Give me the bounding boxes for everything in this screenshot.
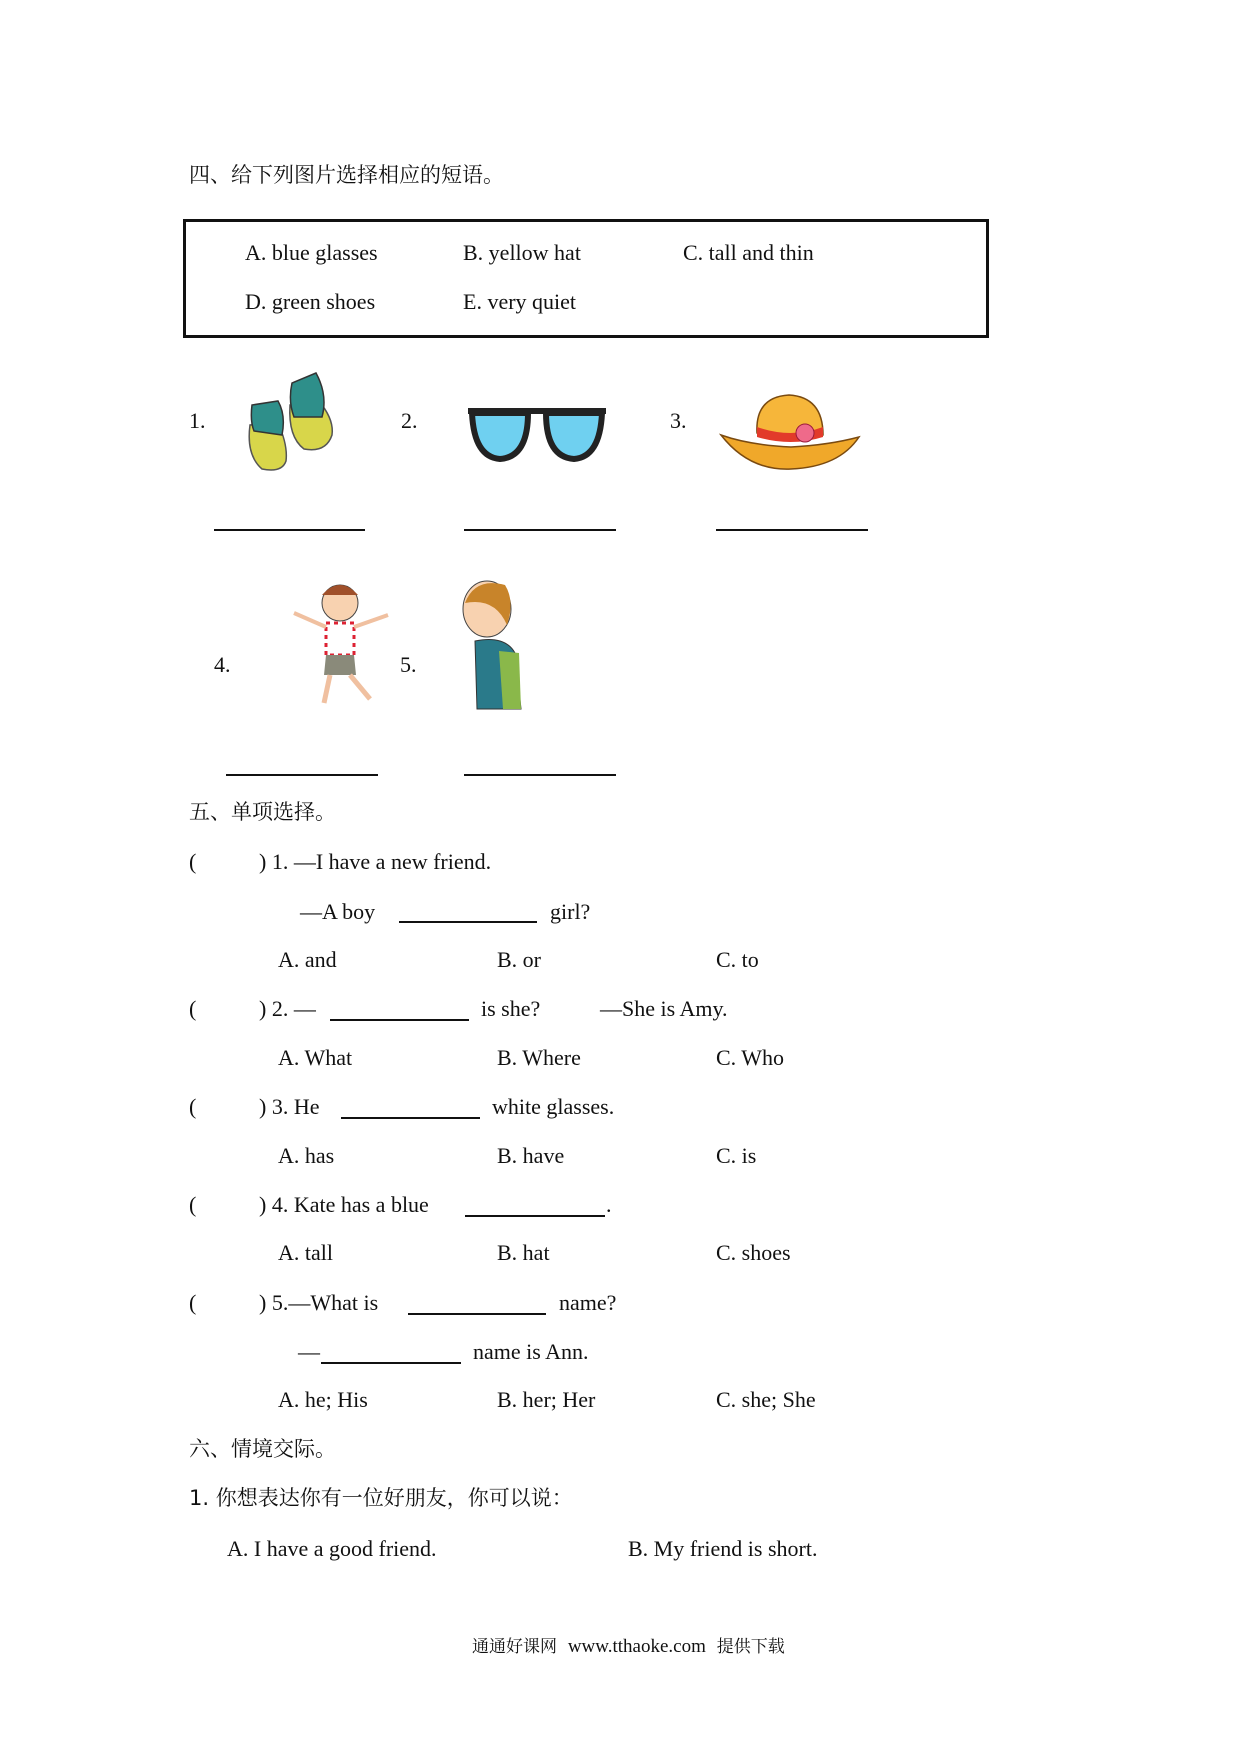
choice: B. her; Her — [497, 1387, 596, 1412]
choice: C. to — [716, 947, 759, 972]
question-5-stem-b2: name is Ann. — [473, 1339, 589, 1364]
choice: B. or — [497, 947, 541, 972]
question-blank[interactable] — [341, 1117, 480, 1119]
answer-blank-5[interactable] — [464, 774, 616, 776]
choice: B. hat — [497, 1240, 550, 1265]
answer-paren[interactable]: ( — [189, 1192, 197, 1217]
option-c: C. tall and thin — [683, 240, 814, 265]
picture-number: 5. — [400, 652, 417, 677]
choice: A. he; His — [278, 1387, 368, 1412]
question-blank[interactable] — [330, 1019, 469, 1021]
quiet-boy-image — [455, 577, 527, 711]
picture-number: 4. — [214, 652, 231, 677]
question-1-stem: ) 1. —I have a new friend. — [259, 849, 492, 874]
question-4-period: . — [606, 1192, 612, 1217]
section6-heading: 六、情境交际。 — [189, 1437, 336, 1461]
option-b: B. yellow hat — [463, 240, 581, 265]
tall-thin-boy-image — [290, 579, 394, 711]
footer-note: 提供下载 — [716, 1637, 785, 1657]
option-d: D. green shoes — [245, 289, 376, 314]
question-4-stem: ) 4. Kate has a blue — [259, 1192, 429, 1217]
option-a: A. blue glasses — [245, 240, 378, 265]
question-5-stem-b: — — [298, 1339, 320, 1364]
answer-blank-3[interactable] — [716, 529, 868, 531]
footer-site-name: 通通好课网 — [472, 1637, 557, 1657]
answer-paren[interactable]: ( — [189, 849, 197, 874]
question-5-stem: ) 5.—What is — [259, 1290, 379, 1315]
options-box — [183, 219, 989, 338]
choice: A. and — [278, 947, 337, 972]
choice: A. tall — [278, 1240, 333, 1265]
picture-number: 1. — [189, 408, 206, 433]
question-blank[interactable] — [399, 921, 537, 923]
blue-glasses-image — [466, 405, 608, 463]
choice: B. My friend is short. — [628, 1536, 818, 1561]
choice: C. she; She — [716, 1387, 816, 1412]
choice: C. Who — [716, 1045, 785, 1070]
question-3-stem-2: white glasses. — [492, 1094, 615, 1119]
picture-number: 2. — [401, 408, 418, 433]
choice: B. have — [497, 1143, 565, 1168]
question-2-answer: —She is Amy. — [600, 996, 728, 1021]
question-blank[interactable] — [321, 1362, 461, 1364]
picture-number: 3. — [670, 408, 687, 433]
footer — [472, 1634, 785, 1660]
question-2-stem: ) 2. — — [259, 996, 316, 1021]
answer-paren[interactable]: ( — [189, 996, 197, 1021]
choice: C. is — [716, 1143, 757, 1168]
green-shoes-image — [242, 365, 338, 473]
answer-blank-4[interactable] — [226, 774, 378, 776]
question-5-stem-2: name? — [559, 1290, 617, 1315]
yellow-hat-image — [719, 393, 861, 471]
question-1-stem-b2: girl? — [550, 899, 591, 924]
question-3-stem: ) 3. He — [259, 1094, 320, 1119]
choice: C. shoes — [716, 1240, 791, 1265]
answer-paren[interactable]: ( — [189, 1094, 197, 1119]
option-e: E. very quiet — [463, 289, 577, 314]
answer-paren[interactable]: ( — [189, 1290, 197, 1315]
answer-blank-2[interactable] — [464, 529, 616, 531]
question-blank[interactable] — [408, 1313, 546, 1315]
answer-blank-1[interactable] — [214, 529, 365, 531]
choice: A. What — [278, 1045, 353, 1070]
question-blank[interactable] — [465, 1215, 605, 1217]
choice: A. has — [278, 1143, 335, 1168]
section5-heading: 五、单项选择。 — [189, 800, 336, 824]
section6-question-1: 1. 你想表达你有一位好朋友，你可以说： — [189, 1486, 573, 1510]
footer-url[interactable]: www.tthaoke.com — [567, 1636, 706, 1657]
choice: A. I have a good friend. — [227, 1536, 437, 1561]
question-1-stem-b: —A boy — [300, 899, 376, 924]
section4-heading: 四、给下列图片选择相应的短语。 — [189, 163, 504, 187]
question-2-stem-2: is she? — [481, 996, 541, 1021]
choice: B. Where — [497, 1045, 581, 1070]
